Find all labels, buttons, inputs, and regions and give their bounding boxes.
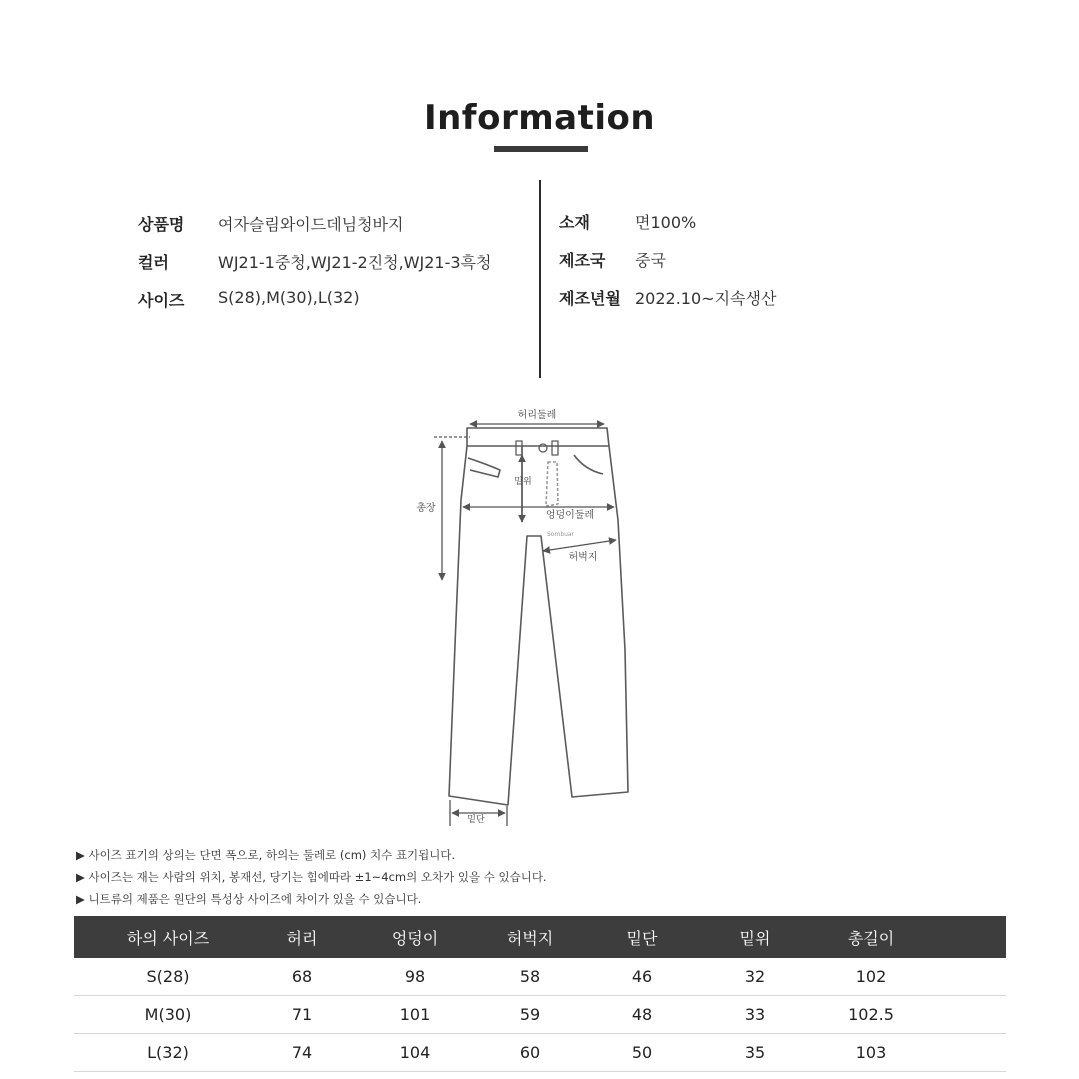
info-label: 제조국 bbox=[559, 251, 606, 270]
column-header: 허벅지 bbox=[506, 928, 554, 948]
info-value: WJ21-1중청,WJ21-2진청,WJ21-3흑청 bbox=[218, 253, 492, 272]
page-title: Information bbox=[423, 98, 656, 138]
brand-label: Sombuar bbox=[547, 531, 575, 538]
table-cell: 103 bbox=[855, 1043, 887, 1062]
info-divider bbox=[539, 180, 541, 378]
info-label: 컬러 bbox=[138, 253, 169, 272]
table-cell: 68 bbox=[291, 967, 313, 986]
table-cell: 46 bbox=[631, 967, 653, 986]
column-header: 총길이 bbox=[847, 928, 895, 948]
belt-loop bbox=[516, 441, 522, 455]
note-item: ▶ 사이즈는 재는 사람의 위치, 봉재선, 당기는 힘에따라 ±1~4cm의 오차가 있을 수 있습니다. bbox=[76, 870, 547, 884]
thigh-label: 허벅지 bbox=[568, 552, 598, 563]
hip-label: 엉덩이둘레 bbox=[545, 510, 595, 521]
table-cell: 33 bbox=[744, 1005, 766, 1024]
hem-label: 밑단 bbox=[467, 815, 485, 825]
info-value: 여자슬림와이드데님청바지 bbox=[218, 215, 404, 234]
table-cell: 98 bbox=[404, 967, 426, 986]
right-pocket bbox=[574, 455, 603, 474]
waist-label: 허리둘레 bbox=[517, 410, 557, 421]
column-header: 밑위 bbox=[739, 928, 771, 948]
table-cell: 50 bbox=[631, 1043, 653, 1062]
left-pocket bbox=[468, 458, 500, 477]
table-cell: 60 bbox=[519, 1043, 541, 1062]
table-cell: 102 bbox=[855, 967, 887, 986]
column-header: 허리 bbox=[286, 928, 318, 948]
info-label: 소재 bbox=[559, 213, 590, 232]
table-cell: S(28) bbox=[146, 967, 190, 986]
table-cell: L(32) bbox=[147, 1043, 189, 1062]
table-header-row bbox=[74, 916, 1006, 958]
column-header: 밑단 bbox=[626, 928, 658, 948]
pants-diagram-svg bbox=[400, 400, 630, 840]
table-cell: 104 bbox=[399, 1043, 431, 1062]
table-cell: 74 bbox=[291, 1043, 313, 1062]
table-cell: M(30) bbox=[144, 1005, 192, 1024]
rise-label: 밑위 bbox=[514, 477, 532, 487]
table-row bbox=[74, 958, 1006, 996]
note-item: ▶ 사이즈 표기의 상의는 단면 폭으로, 하의는 둘레로 (cm) 치수 표기됩니다. bbox=[76, 848, 456, 862]
note-item: ▶ 니트류의 제품은 원단의 특성상 사이즈에 차이가 있을 수 있습니다. bbox=[76, 892, 422, 906]
belt-loop bbox=[552, 441, 558, 455]
info-value: 중국 bbox=[635, 251, 666, 270]
table-cell: 48 bbox=[631, 1005, 653, 1024]
info-label: 사이즈 bbox=[138, 291, 185, 310]
pants-outline bbox=[449, 428, 628, 805]
table-cell: 32 bbox=[744, 967, 766, 986]
table-row bbox=[74, 1034, 1006, 1072]
thigh-arrow bbox=[543, 540, 616, 551]
info-label: 제조년월 bbox=[559, 289, 621, 308]
table-cell: 102.5 bbox=[848, 1005, 894, 1024]
info-value: S(28),M(30),L(32) bbox=[218, 288, 360, 307]
info-value: 면100% bbox=[635, 213, 697, 232]
coin-pocket bbox=[546, 462, 558, 506]
table-cell: 59 bbox=[519, 1005, 541, 1024]
pants-measurement-diagram bbox=[400, 400, 630, 840]
info-label: 상품명 bbox=[138, 215, 185, 234]
table-cell: 71 bbox=[291, 1005, 313, 1024]
column-header: 하의 사이즈 bbox=[126, 928, 210, 948]
size-table bbox=[74, 916, 1006, 1072]
table-cell: 101 bbox=[399, 1005, 431, 1024]
table-cell: 58 bbox=[519, 967, 541, 986]
table-row bbox=[74, 996, 1006, 1034]
column-header: 엉덩이 bbox=[391, 928, 439, 948]
title-underline bbox=[494, 146, 588, 152]
size-notes bbox=[76, 844, 547, 910]
info-value: 2022.10~지속생산 bbox=[635, 289, 777, 308]
table-cell: 35 bbox=[744, 1043, 766, 1062]
length-label: 총장 bbox=[416, 503, 436, 514]
